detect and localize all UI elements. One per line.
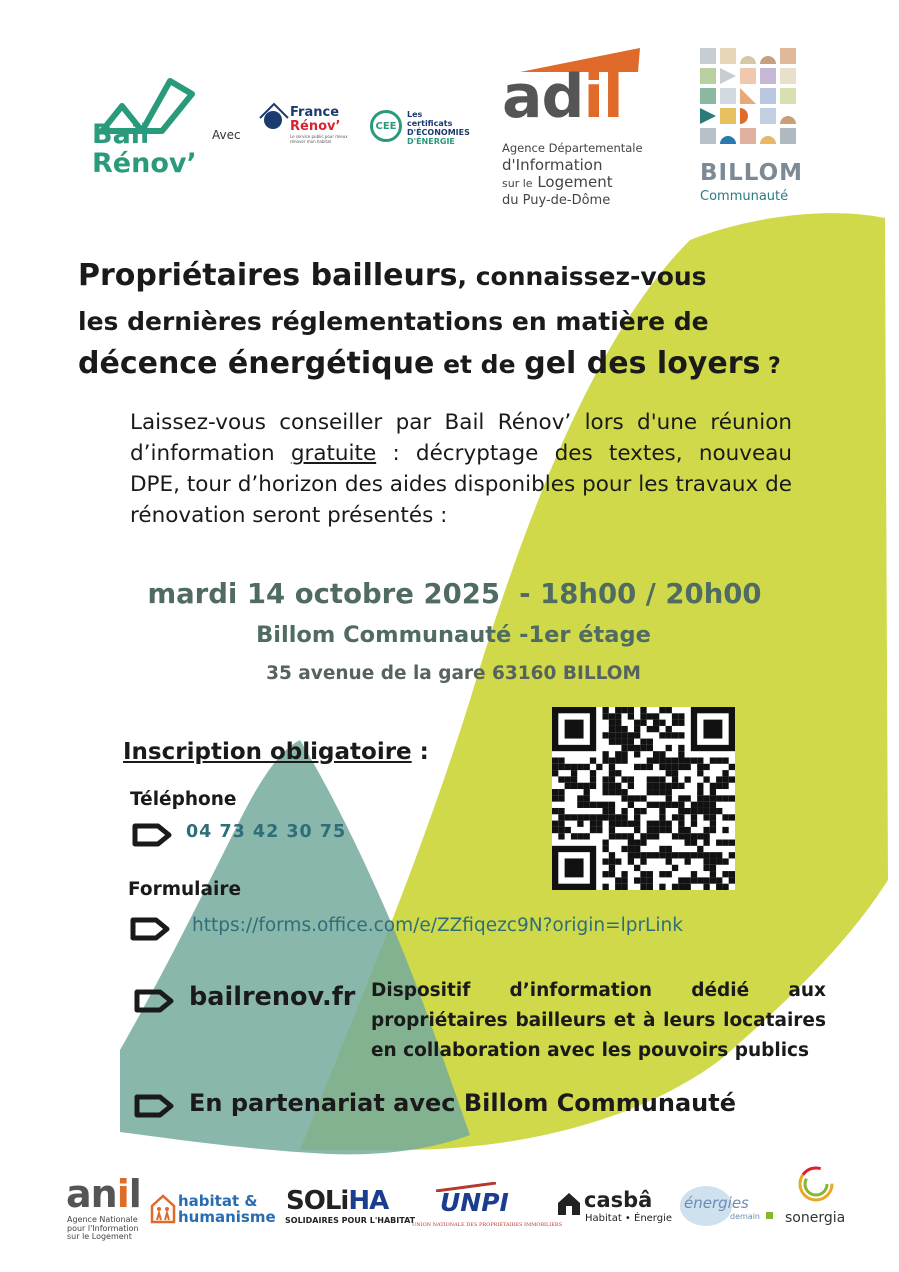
france-word: France <box>290 105 340 120</box>
headline-owners: Propriétaires bailleurs <box>78 258 458 293</box>
renov-word: Rénov’ <box>92 148 197 179</box>
intro-gratuite: gratuite <box>290 441 377 466</box>
arrow-tag-icon <box>132 823 172 847</box>
anil-i: i <box>116 1172 129 1216</box>
cee-logo-text <box>407 110 469 146</box>
headline <box>78 254 878 390</box>
intro-after: : décryptage des textes, nouveau DPE, tour d’horizon des aides disponibles pour les travaux de rénovation seront présentés : <box>130 441 793 528</box>
event-date: mardi 14 octobre 2025 - 18h00 / 20h00 <box>147 578 762 610</box>
event-address: 35 avenue de la gare 63160 BILLOM <box>266 663 641 684</box>
bail-word: Bail <box>92 119 150 150</box>
adil-line-1: Agence Départementale <box>502 141 643 155</box>
france-renov-logo-text <box>290 106 340 134</box>
soliha-ha: HA <box>348 1186 389 1216</box>
casba-subtitle: Habitat • Énergie <box>585 1213 673 1224</box>
form-url-link[interactable]: https://forms.office.com/e/ZZfiqezc9N?origin=lprLink <box>192 915 683 936</box>
billom-logo-sub: Communauté <box>700 189 789 204</box>
renov-red-word: Rénov’ <box>290 119 341 134</box>
habitat-humanisme-logo-text <box>178 1193 276 1225</box>
headline-qmark: ? <box>760 354 781 379</box>
registration-title-text: Inscription obligatoire <box>123 739 412 765</box>
form-label: Formulaire <box>128 879 242 900</box>
adil-line-2: d'Information <box>502 156 603 174</box>
anil-subtitle: Agence Nationale pour l'Information sur le Logement <box>67 1215 139 1241</box>
cee-badge-icon: CEE <box>370 110 402 142</box>
headline-line-1 <box>78 254 878 302</box>
bail-renov-logo-text <box>92 120 197 178</box>
soliha-subtitle: SOLIDAIRES POUR L'HABITAT <box>285 1216 416 1225</box>
energies-square-icon <box>766 1212 773 1219</box>
headline-gel: gel des loyers <box>524 346 761 381</box>
adil-sur-le: sur le <box>502 177 533 190</box>
hh-line-1: habitat & <box>178 1192 258 1210</box>
energies-logo-text: énergies <box>684 1194 749 1212</box>
energies-sub: demain <box>730 1212 760 1221</box>
france-renov-tagline: Le service public pour mieux rénover mon habitat <box>290 134 348 144</box>
registration-colon: : <box>411 739 429 765</box>
arrow-tag-icon <box>130 917 170 941</box>
anil-logo-text <box>66 1174 141 1214</box>
billom-mosaic-logo-icon <box>698 46 802 150</box>
anil-an: an <box>66 1172 117 1216</box>
qr-code-icon[interactable] <box>552 707 735 890</box>
cee-line-2: D'ÉCONOMIES <box>407 128 470 137</box>
adil-line-4: du Puy-de-Dôme <box>502 193 611 208</box>
bailrenov-site-link[interactable]: bailrenov.fr <box>189 982 356 1012</box>
phone-number[interactable]: 04 73 42 30 75 <box>186 822 347 842</box>
headline-decence: décence énergétique <box>78 346 435 381</box>
event-place: Billom Communauté -1er étage <box>256 622 651 648</box>
sonergia-logo-text: sonergia <box>785 1210 846 1226</box>
intro-before: Laissez-vous conseiller par Bail Rénov’ lors d'une réunion d’information <box>130 410 792 466</box>
anil-l: l <box>128 1172 141 1216</box>
cee-line-3: D'ÉNERGIE <box>407 137 455 146</box>
phone-label: Téléphone <box>130 789 237 810</box>
headline-et-de: et de <box>434 350 525 379</box>
soliha-soli: SOLi <box>286 1186 349 1216</box>
billom-logo-name: BILLOM <box>700 160 804 186</box>
casba-house-icon <box>556 1191 582 1217</box>
casba-logo-text: casbâ <box>584 1188 653 1212</box>
adil-logo-text <box>502 62 623 132</box>
hh-line-2: humanisme <box>178 1208 276 1226</box>
soliha-logo-text <box>286 1186 388 1216</box>
adil-logement: Logement <box>537 173 613 191</box>
intro-paragraph <box>130 407 792 531</box>
unpi-logo-text: UNPI <box>440 1188 509 1217</box>
adil-il: il <box>583 62 623 132</box>
avec-label: Avec <box>212 128 241 142</box>
sonergia-ring-icon <box>796 1164 836 1204</box>
registration-title <box>123 739 429 765</box>
adil-line-3 <box>502 174 643 192</box>
arrow-tag-icon <box>134 1094 174 1118</box>
site-description: Dispositif d’information dédié aux propriétaires bailleurs et à leurs locataires en collaboration avec les pouvoirs publics <box>371 980 826 1061</box>
adil-subtitle <box>502 140 643 209</box>
partnership-text: En partenariat avec Billom Communauté <box>189 1089 737 1117</box>
adil-ad: ad <box>502 62 584 132</box>
unpi-subtitle: UNION NATIONALE DES PROPRIÉTAIRES IMMOBILIERS <box>412 1222 563 1228</box>
headline-line-3 <box>78 342 878 390</box>
habitat-humanisme-house-icon <box>150 1194 176 1224</box>
headline-line-2: les dernières réglementations en matière de <box>78 307 709 336</box>
arrow-tag-icon <box>134 989 174 1013</box>
cee-line-1: Les certificats <box>407 110 453 128</box>
headline-question: , connaissez-vous <box>457 262 707 291</box>
